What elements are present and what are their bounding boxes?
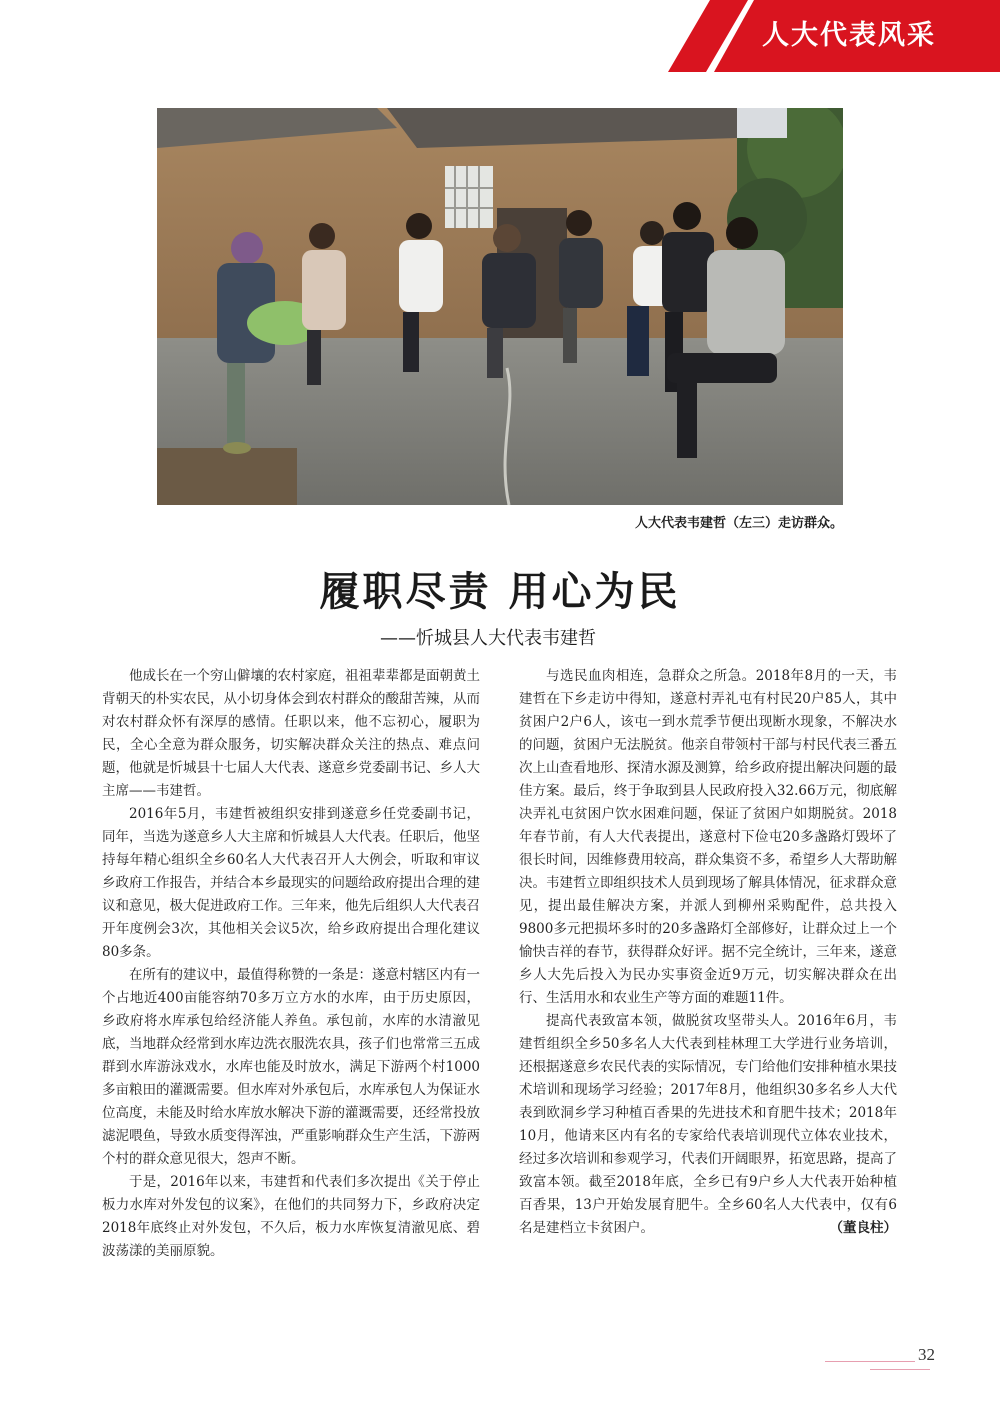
photo-caption: 人大代表韦建哲（左三）走访群众。	[634, 516, 843, 531]
left-column	[102, 665, 480, 1263]
body-paragraph: 与选民血肉相连，急群众之所急。2018年8月的一天，韦建哲在下乡走访中得知，遂意村弄礼屯有村民20户85人，其中贫困户2户6人，该屯一到水荒季节便出现断水现象，不解决水的问题，贫困户无法脱贫。他亲自带领村干部与村民代表三番五次上山查看地形、探清水源及测算，给乡政府提出解决问题的最佳方案。最后，终于争取到县人民政府投入32.66万元，彻底解决弄礼屯贫困户饮水困难问题，保证了贫困户如期脱贫。2018年春节前，有人大代表提出，遂意村下俭屯20多盏路灯毁坏了很长时间，因维修费用较高，群众集资不多，希望乡人大帮助解决。韦建哲立即组织技术人员到现场了解具体情况，征求群众意见，提出最佳解决方案，并派人到柳州采购配件，总共投入9800多元把损坏多时的20多盏路灯全部修好，让群众过上一个愉快吉祥的春节，获得群众好评。据不完全统计，三年来，遂意乡人大先后投入为民办实事资金近9万元，切实解决群众在出行、生活用水和农业生产等方面的难题11件。	[519, 668, 897, 1006]
body-paragraph: 在所有的建议中，最值得称赞的一条是：遂意村辖区内有一个占地近400亩能容纳70多万立方水的水库，由于历史原因，乡政府将水库承包给经济能人养鱼。承包前，水库的水清澈见底，当地群众经常到水库边洗衣服洗农具，孩子们也常常三五成群到水库游泳戏水，水库也能及时放水，满足下游两个村1000多亩粮田的灌溉需要。但水库对外承包后，水库承包人为保证水位高度，未能及时给水库放水解决下游的灌溉需要，还经常投放滤泥喂鱼，导致水质变得浑浊，严重影响群众生产生活，下游两个村的群众意见很大，怨声不断。	[102, 967, 480, 1167]
footer-rule	[825, 1361, 915, 1362]
footer-rule-secondary	[870, 1369, 930, 1370]
body-paragraph: 他成长在一个穷山僻壤的农村家庭，祖祖辈辈都是面朝黄土背朝天的朴实农民，从小切身体会到农村群众的酸甜苦辣，从而对农村群众怀有深厚的感情。任职以来，他不忘初心，履职为民，全心全意为群众服务，切实解决群众关注的热点、难点问题，他就是忻城县十七届人大代表、遂意乡党委副书记、乡人大主席——韦建哲。	[102, 668, 480, 799]
article-author: （董良柱）	[829, 1220, 897, 1236]
body-paragraph: 2016年5月，韦建哲被组织安排到遂意乡任党委副书记，同年，当选为遂意乡人大主席和忻城县人大代表。任职后，他坚持每年精心组织全乡60名人大代表召开人大例会，听取和审议乡政府工作报告，并结合本乡最现实的问题给政府提出合理的建议和意见，极大促进政府工作。三年来，他先后组织人大代表召开年度例会3次，其他相关会议5次，给乡政府提出合理化建议80多条。	[102, 806, 480, 960]
right-column	[519, 665, 897, 1240]
body-paragraph: 提高代表致富本领，做脱贫攻坚带头人。2016年6月，韦建哲组织全乡50多名人大代表到桂林理工大学进行业务培训，还根据遂意乡农民代表的实际情况，专门给他们安排种植水果技术培训和现场学习经验；2017年8月，他组织30多名乡人大代表到欧洞乡学习种植百香果的先进技术和育肥牛技术；2018年10月，他请来区内有名的专家给代表培训现代立体农业技术，经过多次培训和参观学习，代表们开阔眼界，拓宽思路，提高了致富本领。截至2018年底，全乡已有9户乡人大代表开始种植百香果，13户开始发展育肥牛。全乡60名人大代表中，仅有6名是建档立卡贫困户。	[519, 1013, 897, 1236]
section-title: 人大代表风采	[762, 20, 936, 51]
article-subtitle: ——忻城县人大代表韦建哲	[380, 628, 596, 649]
body-paragraph: 于是，2016年以来，韦建哲和代表们多次提出《关于停止板力水库对外发包的议案》，在他们的共同努力下，乡政府决定2018年底终止对外发包，不久后，板力水库恢复清澈见底、碧波荡漾的美丽原貌。	[102, 1174, 480, 1259]
article-title: 履职尽责 用心为民	[319, 568, 681, 615]
page-number: 32	[918, 1345, 935, 1364]
article-photo	[157, 108, 843, 505]
photo-illustration	[157, 108, 843, 505]
